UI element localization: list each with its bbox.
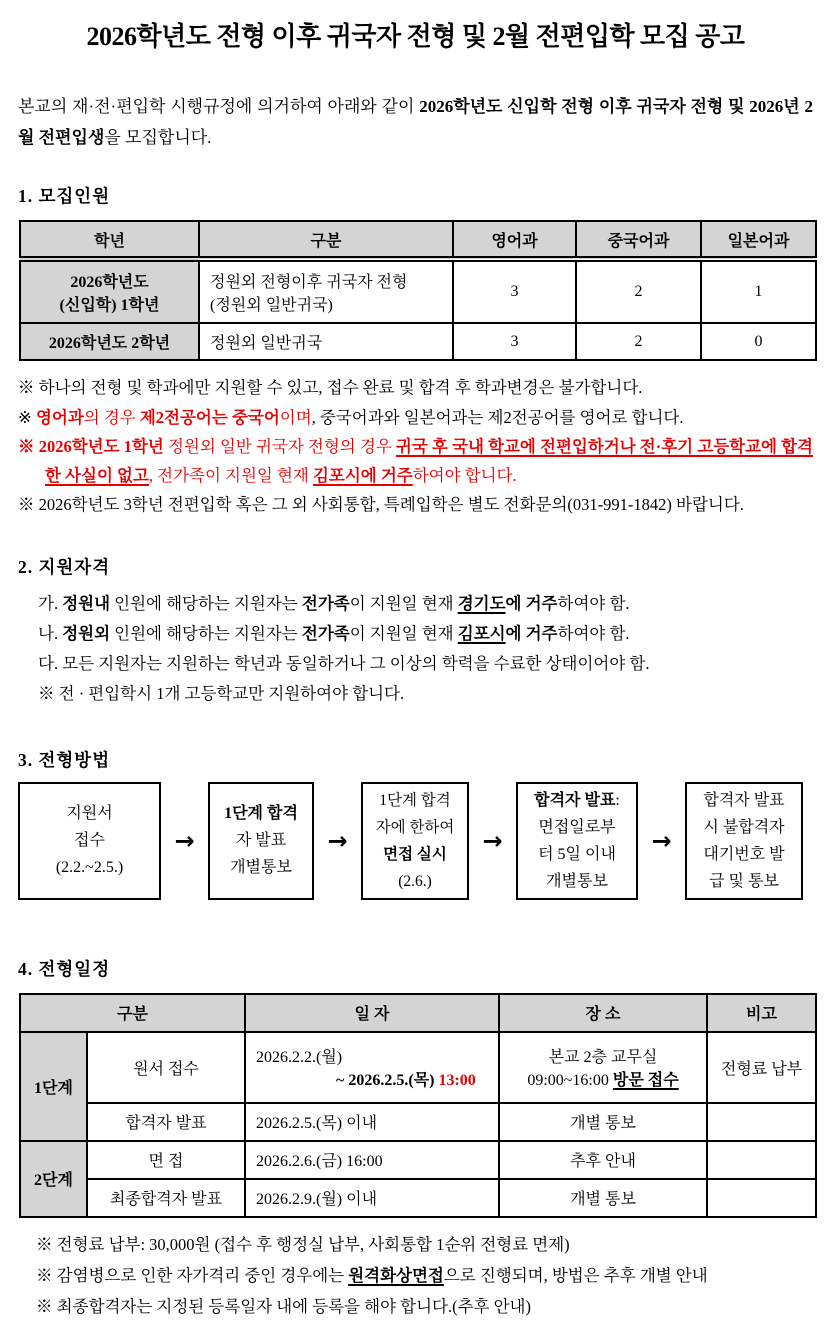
schedule-label: 합격자 발표 (87, 1103, 245, 1141)
grade-cell (20, 259, 199, 323)
chinese-count: 2 (576, 259, 701, 323)
flow-step-interview (361, 782, 469, 900)
flow-line: 개별통보 (230, 859, 292, 876)
flow-step-waitlist (685, 782, 803, 900)
qualification-item: 다. 모든 지원자는 지원하는 학년과 동일하거나 그 이상의 학력을 수료한 상태이어야 함. (38, 653, 650, 673)
flow-step-final-result (516, 782, 638, 900)
japanese-count: 0 (701, 323, 816, 360)
flow-line: 면접일로부 (538, 818, 616, 836)
table-row (20, 1141, 816, 1179)
schedule-remark (707, 1141, 816, 1179)
flow-line: 합격자 발표 (703, 791, 785, 809)
right-arrow-icon: → (651, 826, 672, 855)
table-row (20, 1179, 816, 1217)
schedule-place (499, 1032, 707, 1103)
flow-line: 접수 (74, 832, 105, 849)
grade-line2: (신입학) 1학년 (59, 297, 160, 314)
qualification-item: ※ 전 · 편입학시 1개 고등학교만 지원하여야 합니다. (38, 683, 405, 703)
stage1-cell: 1단계 (20, 1032, 87, 1141)
flow-line: 대기번호 발 (703, 845, 785, 863)
section4-notes (36, 1230, 813, 1322)
grade-line1: 2026학년도 (70, 274, 149, 291)
flow-line: (2.2.~2.5.) (55, 859, 124, 876)
header-japanese-dept: 일본어과 (701, 221, 816, 259)
section2-items (38, 589, 813, 709)
schedule-place: 추후 안내 (499, 1141, 707, 1179)
flow-line: 합격자 발표: (534, 791, 620, 809)
schedule-table (19, 993, 817, 1218)
flow-line: 지원서 (66, 805, 113, 822)
schedule-label: 원서 접수 (87, 1032, 245, 1103)
schedule-date: 2026.2.6.(금) 16:00 (245, 1141, 499, 1179)
category-cell (199, 259, 453, 323)
right-arrow-icon: → (174, 826, 195, 855)
process-flowchart (18, 782, 813, 900)
page-title: 2026학년도 전형 이후 귀국자 전형 및 2월 전편입학 모집 공고 (86, 22, 745, 51)
header-chinese-dept: 중국어과 (576, 221, 701, 259)
schedule-remark (707, 1179, 816, 1217)
category-line2: (정원외 일반귀국) (210, 297, 333, 314)
section3-heading: 3. 전형방법 (18, 749, 111, 770)
note-item: ※ 2026학년도 3학년 전편입학 혹은 그 외 사회통합, 특례입학은 별도 전화문의(031-991-1842) 바랍니다. (18, 495, 744, 514)
flow-step-stage1-result (208, 782, 314, 900)
english-count: 3 (453, 323, 576, 360)
schedule-place: 개별 통보 (499, 1103, 707, 1141)
category-cell: 정원외 일반귀국 (199, 323, 453, 360)
qualification-item: 가. 정원내 인원에 해당하는 지원자는 전가족이 지원일 현재 경기도에 거주하여야 함. (38, 593, 630, 613)
note-item: ※ 하나의 전형 및 학과에만 지원할 수 있고, 접수 완료 및 합격 후 학과변경은 불가합니다. (18, 378, 643, 397)
table-row (20, 1103, 816, 1141)
flow-line: 개별통보 (546, 872, 608, 890)
note-item: ※ 최종합격자는 지정된 등록일자 내에 등록을 해야 합니다.(추후 안내) (36, 1296, 531, 1316)
flow-line: 시 불합격자 (703, 818, 785, 836)
schedule-remark (707, 1103, 816, 1141)
schedule-header-row (20, 994, 816, 1032)
flow-line: 터 5일 이내 (538, 845, 616, 863)
table-row (20, 1032, 816, 1103)
note-item: ※ 2026학년도 1학년 정원외 일반 귀국자 전형의 경우 귀국 후 국내 학교에 전편입하거나 전·후기 고등학교에 합격한 사실이 없고, 전가족이 지원일 현재 김포시에 거주하여야 합니다. (18, 437, 813, 485)
place-line2: 09:00~16:00 방문 접수 (527, 1072, 679, 1089)
recruit-table (19, 220, 817, 361)
japanese-count: 1 (701, 259, 816, 323)
schedule-place: 개별 통보 (499, 1179, 707, 1217)
right-arrow-icon: → (327, 826, 348, 855)
chinese-count: 2 (576, 323, 701, 360)
header-category: 구분 (20, 994, 245, 1032)
header-place: 장 소 (499, 994, 707, 1032)
schedule-remark: 전형료 납부 (707, 1032, 816, 1103)
header-english-dept: 영어과 (453, 221, 576, 259)
header-category: 구분 (199, 221, 453, 259)
grade-cell: 2026학년도 2학년 (20, 323, 199, 360)
category-line1: 정원외 전형이후 귀국자 전형 (210, 274, 408, 291)
stage2-cell: 2단계 (20, 1141, 87, 1217)
section4-heading: 4. 전형일정 (18, 958, 111, 979)
right-arrow-icon: → (482, 826, 503, 855)
schedule-date: 2026.2.5.(목) 이내 (245, 1103, 499, 1141)
flow-line: 급 및 통보 (709, 872, 779, 890)
schedule-date (245, 1032, 499, 1103)
section1-notes (18, 374, 813, 520)
note-item: ※ 영어과의 경우 제2전공어는 중국어이며, 중국어과와 일본어과는 제2전공어를 영어로 합니다. (18, 407, 684, 427)
header-remark: 비고 (707, 994, 816, 1032)
table-row (20, 323, 816, 360)
schedule-label: 최종합격자 발표 (87, 1179, 245, 1217)
intro-paragraph: 본교의 재·전·편입학 시행규정에 의거하여 아래와 같이 2026학년도 신입학 전형 이후 귀국자 전형 및 2026년 2월 전편입생을 모집합니다. (18, 97, 813, 147)
table-row (20, 259, 816, 323)
flow-line: 1단계 합격 (224, 805, 298, 822)
flow-line: 1단계 합격 (379, 791, 451, 809)
place-line1: 본교 2층 교무실 (548, 1049, 658, 1066)
flow-step-apply (18, 782, 161, 900)
flow-line: 자에 한하여 (375, 818, 455, 836)
recruit-table-header-row (20, 221, 816, 259)
header-date: 일 자 (245, 994, 499, 1032)
flow-line: 자 발표 (235, 832, 287, 849)
date-line2: ~ 2026.2.5.(목) 13:00 (336, 1072, 476, 1089)
section2-heading: 2. 지원자격 (18, 556, 111, 577)
note-item: ※ 전형료 납부: 30,000원 (접수 후 행정실 납부, 사회통합 1순위 전형료 면제) (36, 1234, 570, 1254)
section1-heading: 1. 모집인원 (18, 186, 111, 206)
flow-line: (2.6.) (398, 872, 432, 890)
date-line1: 2026.2.2.(월) (256, 1049, 343, 1066)
english-count: 3 (453, 259, 576, 323)
header-grade: 학년 (20, 221, 199, 259)
schedule-label: 면 접 (87, 1141, 245, 1179)
qualification-item: 나. 정원외 인원에 해당하는 지원자는 전가족이 지원일 현재 김포시에 거주하여야 함. (38, 623, 630, 643)
flow-line: 면접 실시 (383, 845, 447, 863)
schedule-date: 2026.2.9.(월) 이내 (245, 1179, 499, 1217)
note-item: ※ 감염병으로 인한 자가격리 중인 경우에는 원격화상면접으로 진행되며, 방법은 추후 개별 안내 (36, 1265, 708, 1285)
